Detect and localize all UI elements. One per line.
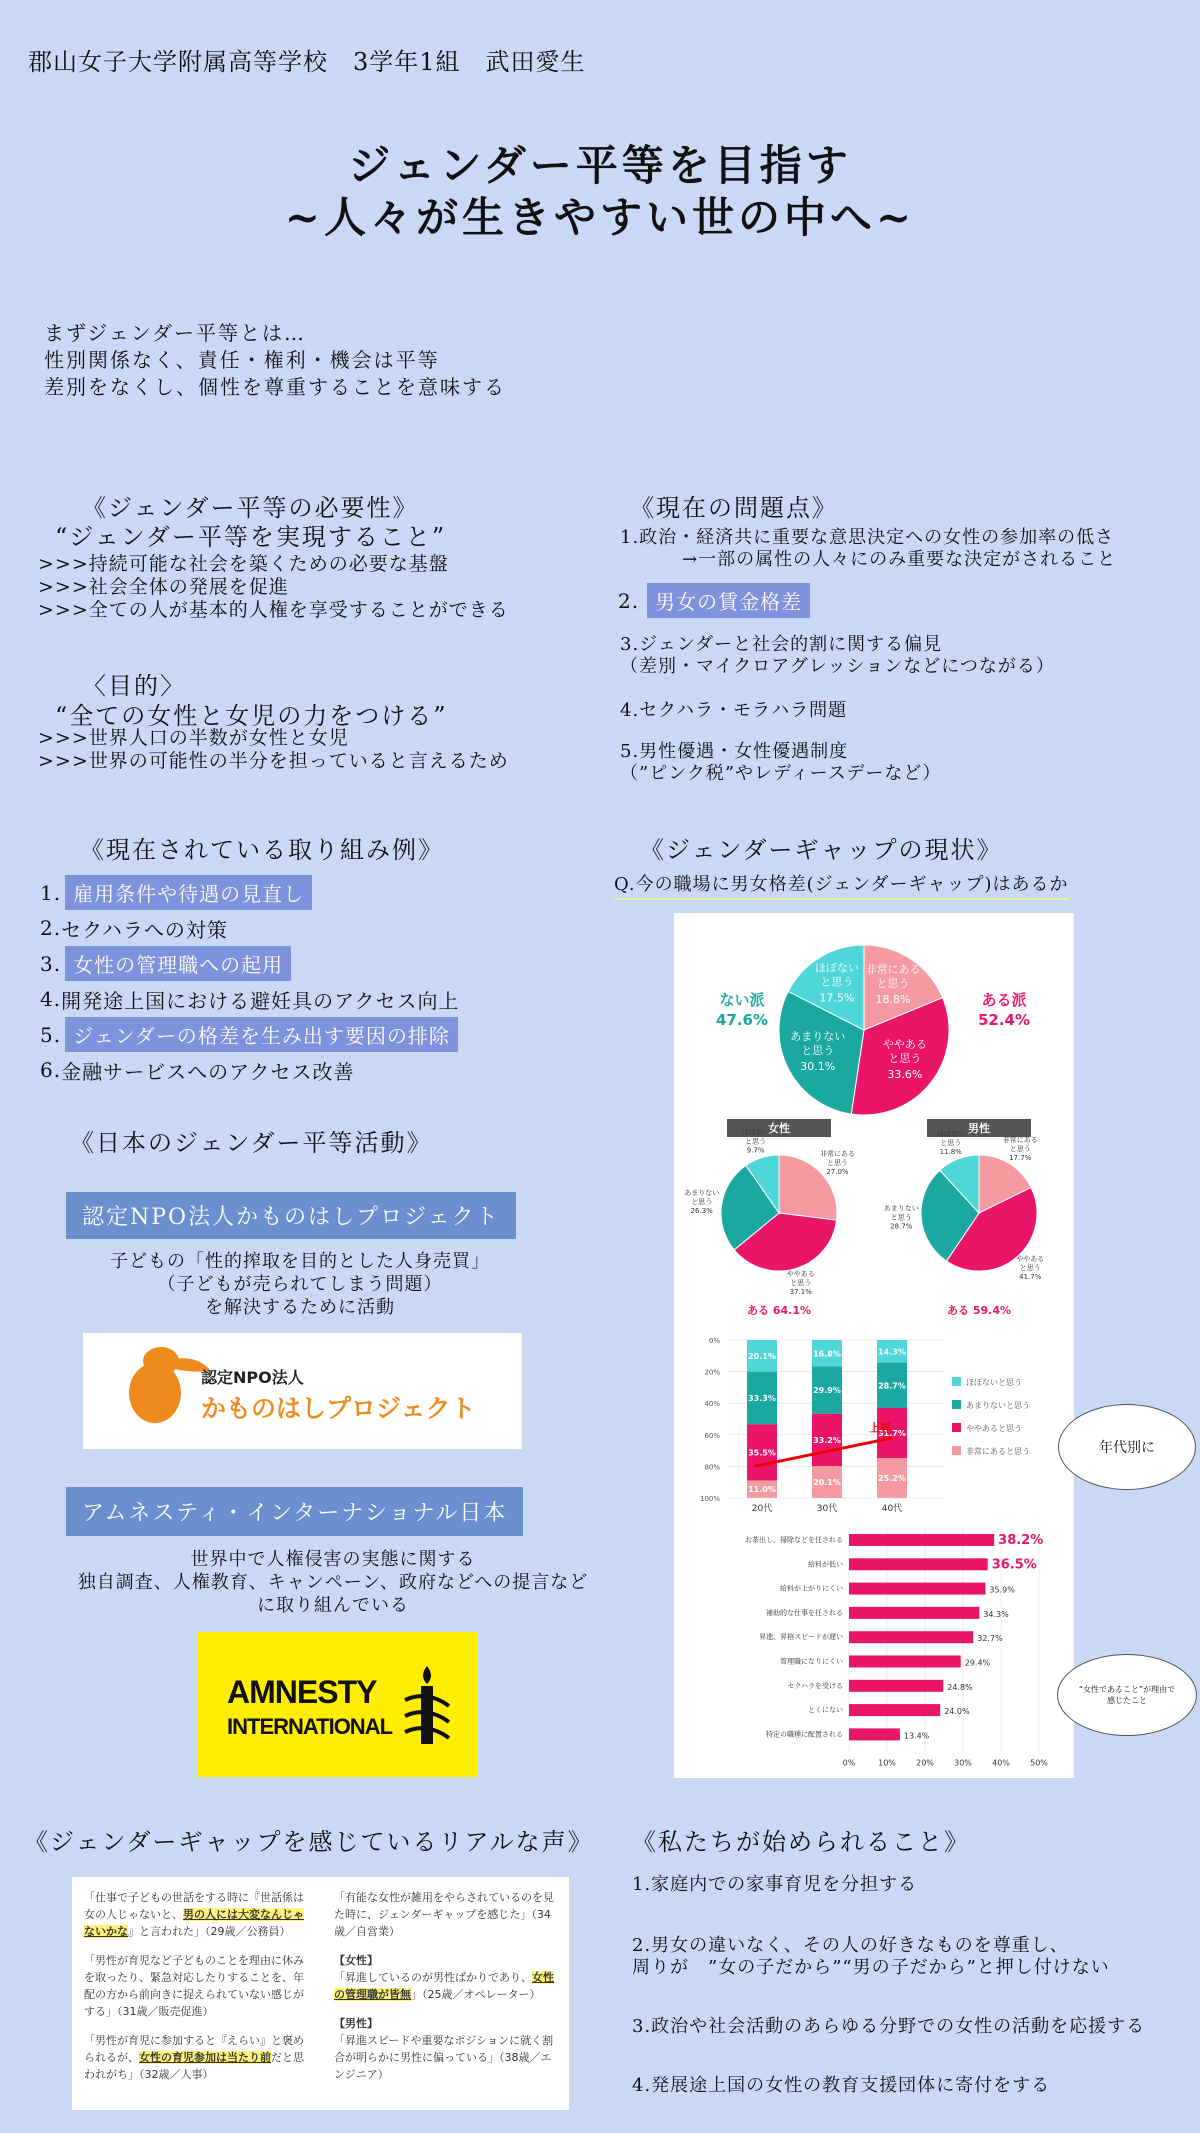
intro-line: 差別をなくし、個性を尊重することを意味する xyxy=(44,375,506,399)
bar-value-label: 32.7% xyxy=(977,1634,1003,1644)
category-label: セクハラを受ける xyxy=(787,1681,843,1690)
necessity-item: >>>社会全体の発展を促進 xyxy=(38,576,289,598)
horizontal-bar xyxy=(849,1704,940,1716)
necessity-heading: 《ジェンダー平等の必要性》 xyxy=(82,494,419,522)
bar-value-label: 35.9% xyxy=(989,1585,1015,1595)
school-class-name: 郡山女子大学附属高等学校 3学年1組 武田愛生 xyxy=(28,48,586,76)
effort-number: 1. xyxy=(40,880,62,905)
effort-item xyxy=(40,872,460,913)
stacked-bar-label: 35.5% xyxy=(748,1448,776,1458)
y-tick-label: 80% xyxy=(704,1463,720,1472)
pie-title: 男性 xyxy=(968,1122,990,1135)
pie-outer-label: と思う xyxy=(940,1139,962,1148)
pie-outer-label: と思う xyxy=(890,1213,912,1222)
kamonohashi-logo-small: 認定NPO法人 xyxy=(201,1368,304,1387)
x-tick-label: 20% xyxy=(916,1758,934,1768)
pie-value-label: 33.6% xyxy=(887,1068,923,1082)
bar-value-label: 13.4% xyxy=(903,1731,930,1741)
pie-label: ややある xyxy=(882,1038,927,1052)
trend-annotation: 上昇 xyxy=(869,1421,891,1435)
bar-value-label: 34.3% xyxy=(983,1609,1009,1619)
purpose-list xyxy=(38,727,509,773)
amnesty-logo-word2: INTERNATIONAL xyxy=(227,1714,393,1739)
effort-number: 5. xyxy=(40,1022,62,1047)
effort-item xyxy=(40,913,460,943)
x-tick-label: 40% xyxy=(992,1758,1010,1768)
japan-heading: 《日本のジェンダー平等活動》 xyxy=(70,1129,433,1157)
pie-outer-label: と思う xyxy=(790,1279,812,1288)
legend-label: 非常にあると思う xyxy=(966,1447,1030,1456)
horizontal-bar xyxy=(849,1631,973,1643)
problem-5-line: 5.男性優遇・女性優遇制度 xyxy=(620,741,849,762)
action-2-line: 2.男女の違いなく、その人の好きなものを尊重し、 xyxy=(632,1935,1069,1956)
pie-value-label: 17.5% xyxy=(819,991,855,1005)
pie-outer-value: 37.1% xyxy=(789,1288,812,1297)
x-tick-label: 10% xyxy=(878,1758,896,1768)
pie-outer-label: あまりない xyxy=(684,1188,720,1197)
pie-label: と思う xyxy=(820,975,854,989)
x-tick-label: 30% xyxy=(954,1758,972,1768)
effort-text: 金融サービスへのアクセス改善 xyxy=(61,1059,355,1084)
pie-annotation-left-value: 47.6% xyxy=(715,1011,769,1029)
horizontal-bar xyxy=(849,1534,994,1546)
voice-quote: 「男性が育児など子どものことを理由に休みを取ったり、緊急対応したりすることを、年配の方から前向きに捉えられていない感じがする」（31歳／販売促進） xyxy=(84,1954,304,2018)
category-label: 特定の職種に配置される xyxy=(766,1730,843,1739)
action-2-line: 周りが ”女の子だから”“男の子だから”と押し付けない xyxy=(632,1957,1110,1978)
legend-label: あまりないと思う xyxy=(966,1401,1030,1410)
effort-item xyxy=(40,1055,460,1085)
pie-outer-value: 9.7% xyxy=(746,1146,765,1155)
org2-desc-line: 世界中で人権侵害の実態に関する xyxy=(190,1549,476,1570)
effort-item xyxy=(40,943,460,984)
org2-description xyxy=(0,1548,666,1617)
problem-3 xyxy=(620,634,1055,678)
org2-desc-line: 独自調査、人権教育、キャンペーン、政府などへの提言など xyxy=(77,1572,589,1593)
stacked-bar-label: 11.0% xyxy=(748,1485,776,1495)
pie-annotation-right: ある派 xyxy=(981,991,1027,1009)
poster-title: ジェンダー平等を目指す xyxy=(348,141,852,190)
category-label: 昇進、昇格スピードが遅い xyxy=(759,1633,843,1642)
pie-outer-label: 非常にある xyxy=(1002,1136,1038,1145)
stacked-bar-label: 33.3% xyxy=(748,1394,776,1404)
necessity-item: >>>持続可能な社会を築くための必要な基盤 xyxy=(38,553,449,575)
pie-annotation-right-value: 52.4% xyxy=(977,1011,1031,1029)
bar-value-label: 29.4% xyxy=(964,1658,991,1668)
org1-desc-line: 子どもの「性的搾取を目的とした人身売買」 xyxy=(110,1251,490,1272)
intro-line: 性別関係なく、責任・権利・機会は平等 xyxy=(44,348,440,372)
kamonohashi-logo xyxy=(83,1333,522,1449)
stacked-bar-label: 16.8% xyxy=(813,1349,841,1359)
horizontal-bar xyxy=(849,1607,979,1619)
purpose-item: >>>世界の可能性の半分を担っていると言えるため xyxy=(38,750,509,772)
horizontal-bar xyxy=(849,1583,985,1595)
action-3: 3.政治や社会活動のあらゆる分野での女性の活動を応援する xyxy=(632,2016,1146,2037)
necessity-item: >>>全ての人が基本的人権を享受することができる xyxy=(38,599,509,621)
x-tick-label: 50% xyxy=(1030,1758,1048,1768)
bar-value-label: 36.5% xyxy=(991,1557,1037,1573)
voice-quote: 「昇進しているのが男性ばかりであり、女性の管理職が皆無」（25歳／オペレーター） xyxy=(334,1971,554,2001)
voices-column-right xyxy=(334,1889,559,2095)
pie-outer-label: ややある xyxy=(1016,1254,1045,1263)
problems-heading: 《現在の問題点》 xyxy=(630,494,838,522)
org1-desc-line: を解決するために活動 xyxy=(205,1297,395,1318)
category-label: お茶出し、掃除などを任される xyxy=(745,1536,843,1544)
effort-text: 女性の管理職への起用 xyxy=(65,946,291,981)
stacked-bar-label: 33.2% xyxy=(813,1436,841,1446)
pie-outer-label: 非常にある xyxy=(819,1150,855,1159)
stacked-bar-label: 28.7% xyxy=(878,1381,906,1391)
voice-quote: 「仕事で子どもの世話をする時に『世話係は女の人じゃないと、男の人には大変なんじゃないかな』と言われた」（29歳／公務員） xyxy=(84,1891,304,1938)
voices-heading: 《ジェンダーギャップを感じているリアルな声》 xyxy=(24,1828,594,1856)
efforts-heading: 《現在されている取り組み例》 xyxy=(80,836,444,864)
pie-value-label: 30.1% xyxy=(800,1059,836,1073)
pie-outer-label: と思う xyxy=(826,1159,848,1168)
problem-4: 4.セクハラ・モラハラ問題 xyxy=(620,700,848,721)
effort-text: セクハラへの対策 xyxy=(61,917,228,942)
stacked-bar-label: 25.2% xyxy=(878,1473,906,1483)
legend-swatch xyxy=(952,1423,961,1432)
pie-label: あまりない xyxy=(790,1029,846,1043)
problem-1-line: 1.政治・経済共に重要な意思決定への女性の参加率の低さ xyxy=(620,527,1115,548)
necessity-list xyxy=(38,553,509,622)
y-tick-label: 100% xyxy=(699,1495,720,1503)
bubble-line: “女性であること”が理由で xyxy=(1078,1685,1176,1694)
purpose-subheading: “全ての女性と女児の力をつける” xyxy=(55,702,448,730)
y-tick-label: 20% xyxy=(704,1368,720,1377)
bar-value-label: 24.0% xyxy=(944,1707,970,1717)
amnesty-candle-icon xyxy=(397,1660,457,1750)
effort-number: 3. xyxy=(40,951,62,976)
legend-swatch xyxy=(952,1400,961,1409)
problem-5-line: （”ピンク税”やレディースデーなど） xyxy=(620,763,942,784)
legend-swatch xyxy=(952,1446,961,1455)
stacked-bar-label: 20.1% xyxy=(748,1351,776,1361)
category-label: 管理職になりにくい xyxy=(780,1657,843,1666)
intro-line: まずジェンダー平等とは… xyxy=(44,321,306,345)
effort-number: 2. xyxy=(40,916,62,940)
stacked-bar-label: 31.7% xyxy=(878,1428,906,1438)
effort-item xyxy=(40,1014,460,1055)
action-4: 4.発展途上国の女性の教育支援団体に寄付をする xyxy=(632,2075,1051,2096)
legend-label: ややあると思う xyxy=(966,1424,1022,1433)
x-tick-label: 30代 xyxy=(816,1504,838,1514)
action-2 xyxy=(632,1935,1110,1979)
pie-value-label: 18.8% xyxy=(875,992,911,1006)
category-label: 給料が上がりにくい xyxy=(780,1584,843,1593)
pie-summary: ある 64.1% xyxy=(747,1304,811,1317)
voice-quote: 「男性が育児に参加すると『えらい』と褒められるが、女性の育児参加は当たり前だと思われがち」（32歳／人事） xyxy=(84,2034,304,2081)
pie-outer-value: 17.7% xyxy=(1009,1154,1032,1163)
horizontal-bar xyxy=(849,1728,900,1740)
effort-number: 4. xyxy=(40,987,62,1011)
pie-annotation-left: ない派 xyxy=(719,991,765,1009)
effort-text: ジェンダーの格差を生み出す要因の排除 xyxy=(65,1017,458,1052)
effort-number: 6. xyxy=(40,1058,62,1082)
pie-title: 女性 xyxy=(768,1122,790,1135)
problem-1-line: →一部の属性の人々にのみ重要な決定がされること xyxy=(682,549,1117,570)
pie-outer-value: 26.3% xyxy=(690,1206,713,1215)
problem-5 xyxy=(620,741,941,785)
amnesty-logo xyxy=(197,1632,477,1777)
y-tick-label: 40% xyxy=(704,1400,720,1409)
necessity-subheading: “ジェンダー平等を実現すること” xyxy=(55,523,447,551)
pie-outer-label: と思う xyxy=(1019,1263,1041,1272)
poster-subtitle: ~人々が生きやすい世の中へ~ xyxy=(284,193,916,242)
pie-label: と思う xyxy=(888,1052,922,1066)
pie-outer-label: ややある xyxy=(786,1270,815,1279)
actions-heading: 《私たちが始められること》 xyxy=(632,1828,970,1856)
intro-text xyxy=(44,320,506,401)
x-tick-label: 0% xyxy=(842,1758,856,1768)
category-label: とくにない xyxy=(808,1706,843,1715)
voice-quote: 「有能な女性が雑用をやらされているのを見た時に、ジェンダーギャップを感じた」（34歳／自営業） xyxy=(334,1891,554,1938)
category-label: 補助的な仕事を任される xyxy=(766,1608,843,1617)
problem-2 xyxy=(618,583,810,618)
pie-outer-label: と思う xyxy=(1009,1145,1031,1154)
pie-summary: ある 59.4% xyxy=(947,1304,1011,1317)
efforts-list xyxy=(40,872,460,1085)
effort-text: 雇用条件や待遇の見直し xyxy=(65,875,312,910)
org2-desc-line: に取り組んでいる xyxy=(257,1595,409,1616)
voice-group-title: 【男性】 xyxy=(334,2017,378,2030)
action-1: 1.家庭内での家事育児を分担する xyxy=(632,1874,918,1895)
survey-charts xyxy=(674,913,1074,1778)
y-tick-label: 0% xyxy=(708,1337,720,1345)
org1-description xyxy=(0,1250,600,1319)
x-tick-label: 40代 xyxy=(881,1504,903,1514)
pie-outer-label: と思う xyxy=(745,1137,767,1146)
y-tick-label: 60% xyxy=(704,1431,720,1440)
pie-outer-label: ほぼない xyxy=(741,1128,770,1137)
purpose-item: >>>世界人口の半数が女性と女児 xyxy=(38,727,349,749)
voice-quote: 「昇進スピードや重要なポジションに就く割合が明らかに男性に偏っている」（38歳／エンジニア） xyxy=(334,2034,554,2081)
pie-outer-value: 11.8% xyxy=(939,1148,962,1157)
voices-column-left xyxy=(84,1889,309,2095)
voice-group-title: 【女性】 xyxy=(334,1954,378,1967)
legend-swatch xyxy=(952,1377,961,1386)
gap-question: Q.今の職場に男女格差(ジェンダーギャップ)はあるか xyxy=(614,870,1069,900)
pie-label: と思う xyxy=(876,976,910,990)
pie-outer-label: あまりない xyxy=(883,1204,919,1213)
problem-3-line: 3.ジェンダーと社会的割に関する偏見 xyxy=(620,634,943,655)
pie-label: と思う xyxy=(801,1043,835,1057)
speech-bubble-reason xyxy=(1057,1654,1197,1736)
kamonohashi-logo-big: かものはしプロジェクト xyxy=(201,1394,476,1423)
horizontal-bar xyxy=(849,1680,943,1692)
org1-name-box: 認定NPO法人かものはしプロジェクト xyxy=(66,1192,516,1239)
legend-label: ほぼないと思う xyxy=(966,1378,1022,1387)
pie-label: ほぼない xyxy=(814,961,859,975)
effort-text: 開発途上国における避妊具のアクセス向上 xyxy=(61,988,460,1013)
problem-1 xyxy=(620,527,1116,571)
bubble-line: 感じたこと xyxy=(1106,1696,1147,1705)
stacked-bar-label: 14.3% xyxy=(878,1347,906,1357)
horizontal-bar xyxy=(849,1558,988,1570)
problem-2-highlight: 男女の賃金格差 xyxy=(647,583,810,618)
stacked-bar-label: 29.9% xyxy=(813,1386,841,1396)
speech-bubble-age: 年代別に xyxy=(1058,1404,1196,1490)
purpose-heading: 〈目的〉 xyxy=(82,672,186,700)
effort-item xyxy=(40,984,460,1014)
pie-outer-value: 27.0% xyxy=(826,1168,849,1177)
pie-outer-label: と思う xyxy=(691,1197,713,1206)
survey-charts-panel xyxy=(674,913,1074,1778)
stacked-bar-label: 20.1% xyxy=(813,1478,841,1488)
x-tick-label: 20代 xyxy=(751,1504,773,1514)
org1-desc-line: （子どもが売られてしまう問題） xyxy=(157,1274,443,1295)
bar-value-label: 38.2% xyxy=(998,1533,1044,1548)
pie-outer-label: ほぼない xyxy=(936,1130,965,1139)
bar-value-label: 24.8% xyxy=(947,1682,973,1692)
org2-name-box: アムネスティ・インターナショナル日本 xyxy=(66,1487,523,1536)
voices-card xyxy=(72,1877,569,2110)
pie-outer-value: 41.7% xyxy=(1019,1272,1042,1281)
horizontal-bar xyxy=(849,1656,961,1668)
pie-label: 非常にある xyxy=(865,962,921,976)
problem-2-number: 2. xyxy=(618,588,640,613)
problem-3-line: （差別・マイクロアグレッションなどにつながる） xyxy=(620,656,1055,677)
gap-heading: 《ジェンダーギャップの現状》 xyxy=(640,836,1003,864)
pie-outer-value: 28.7% xyxy=(890,1222,913,1231)
category-label: 給料が低い xyxy=(808,1560,843,1569)
amnesty-logo-word1: AMNESTY xyxy=(227,1674,377,1710)
